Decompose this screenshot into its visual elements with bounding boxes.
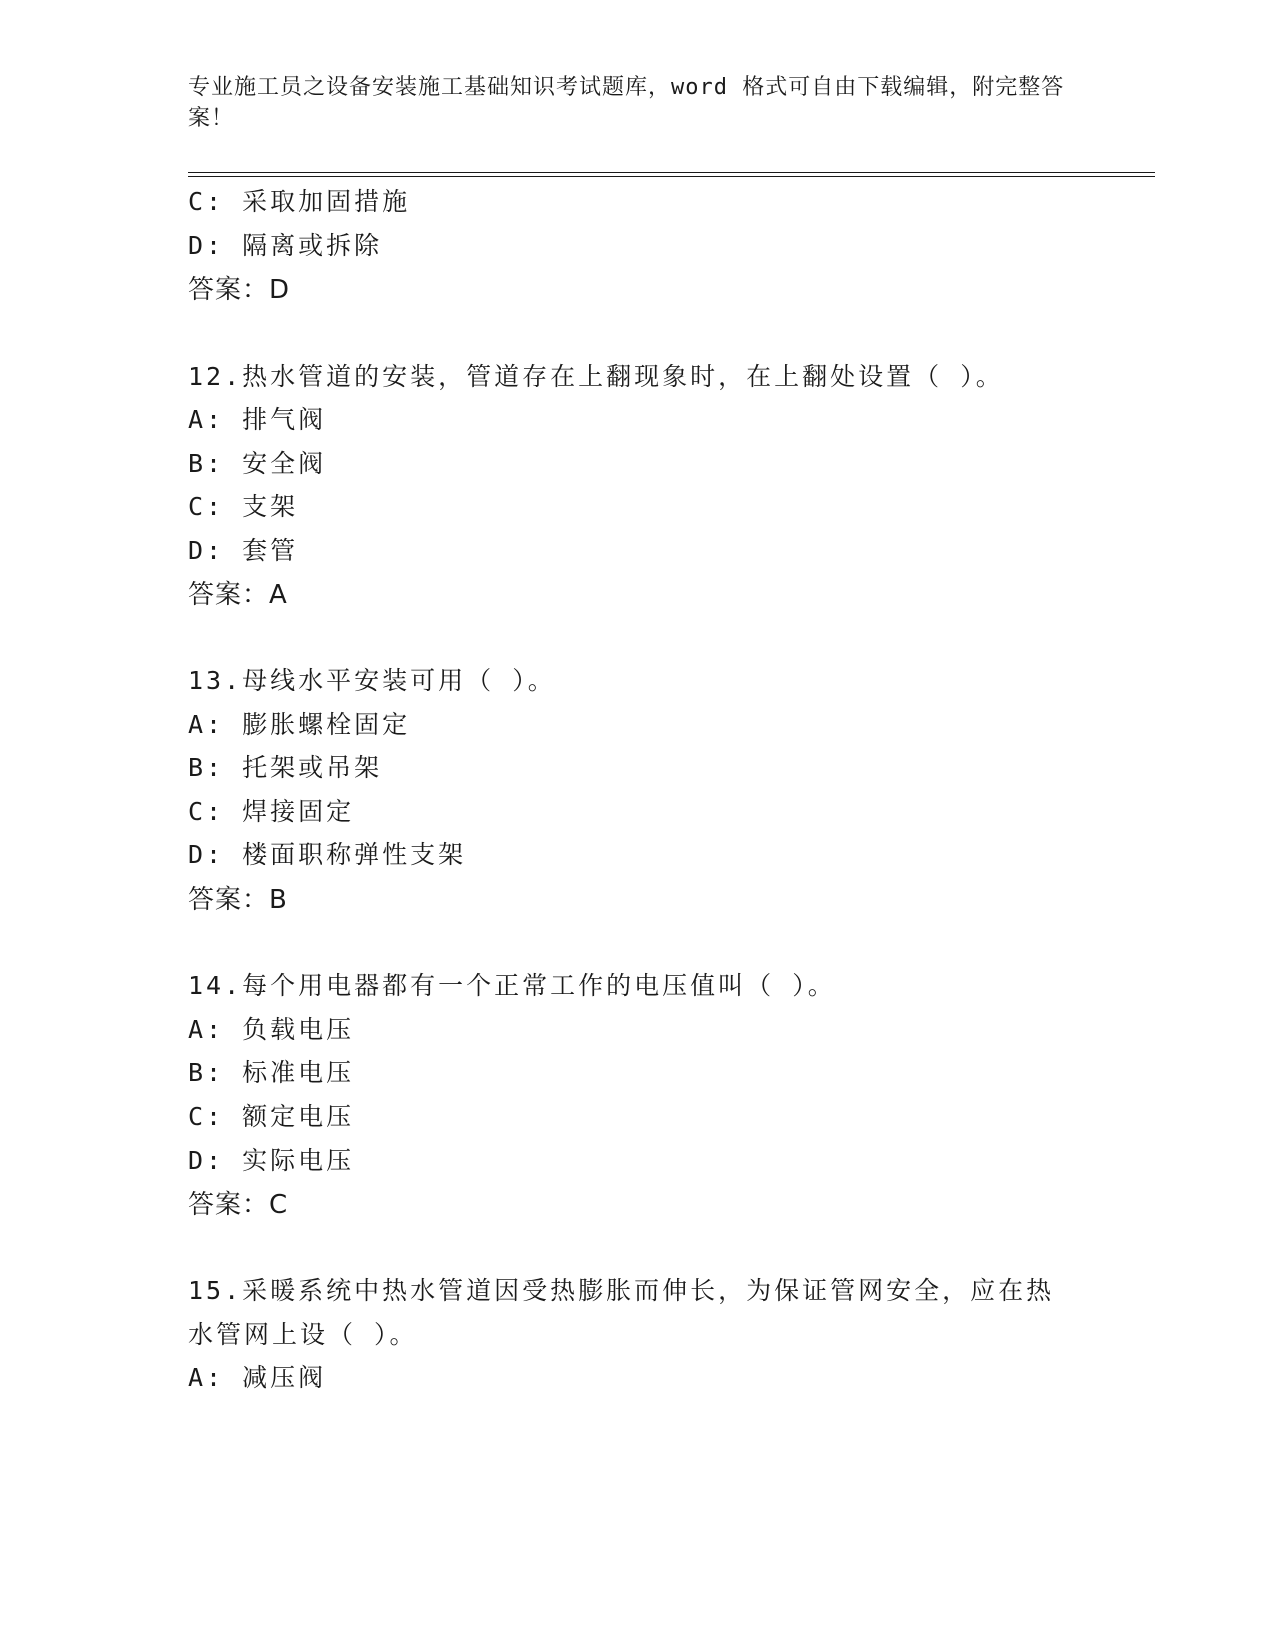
q14-option-c: C: 额定电压 xyxy=(188,1102,355,1131)
q12-option-b: B: 安全阀 xyxy=(188,449,327,478)
q12-option-a: A: 排气阀 xyxy=(188,405,327,434)
document-header: 专业施工员之设备安装施工基础知识考试题库，word 格式可自由下载编辑，附完整答案！ xyxy=(188,75,1065,131)
q13-question: 13.母线水平安装可用（ ）。 xyxy=(188,666,556,695)
q13-option-a: A: 膨胀螺栓固定 xyxy=(188,710,411,739)
q13-option-b: B: 托架或吊架 xyxy=(188,753,383,782)
q14-option-d: D: 实际电压 xyxy=(188,1146,355,1175)
q13-option-d: D: 楼面职称弹性支架 xyxy=(188,840,467,869)
q14-option-b: B: 标准电压 xyxy=(188,1058,355,1087)
q14-question: 14.每个用电器都有一个正常工作的电压值叫（ ）。 xyxy=(188,971,836,1000)
q13-answer: 答案：B xyxy=(188,885,288,915)
q11-option-c: C: 采取加固措施 xyxy=(188,187,411,216)
q11-answer: 答案：D xyxy=(188,275,291,305)
q15-question-line-1: 15.采暖系统中热水管道因受热膨胀而伸长，为保证管网安全，应在热 xyxy=(188,1276,1055,1305)
q15-question-line-2: 水管网上设（ ）。 xyxy=(188,1320,418,1349)
q12-option-d: D: 套管 xyxy=(188,536,299,565)
q11-option-d: D: 隔离或拆除 xyxy=(188,231,383,260)
q12-answer: 答案：A xyxy=(188,580,288,610)
q12-question: 12.热水管道的安装，管道存在上翻现象时，在上翻处设置（ ）。 xyxy=(188,362,1004,391)
q15-option-a: A: 减压阀 xyxy=(188,1363,327,1392)
q13-option-c: C: 焊接固定 xyxy=(188,797,355,826)
header-rule-bottom xyxy=(188,176,1155,177)
q12-option-c: C: 支架 xyxy=(188,492,299,521)
header-rule-top xyxy=(188,172,1155,173)
q14-option-a: A: 负载电压 xyxy=(188,1015,355,1044)
q14-answer: 答案：C xyxy=(188,1190,289,1220)
